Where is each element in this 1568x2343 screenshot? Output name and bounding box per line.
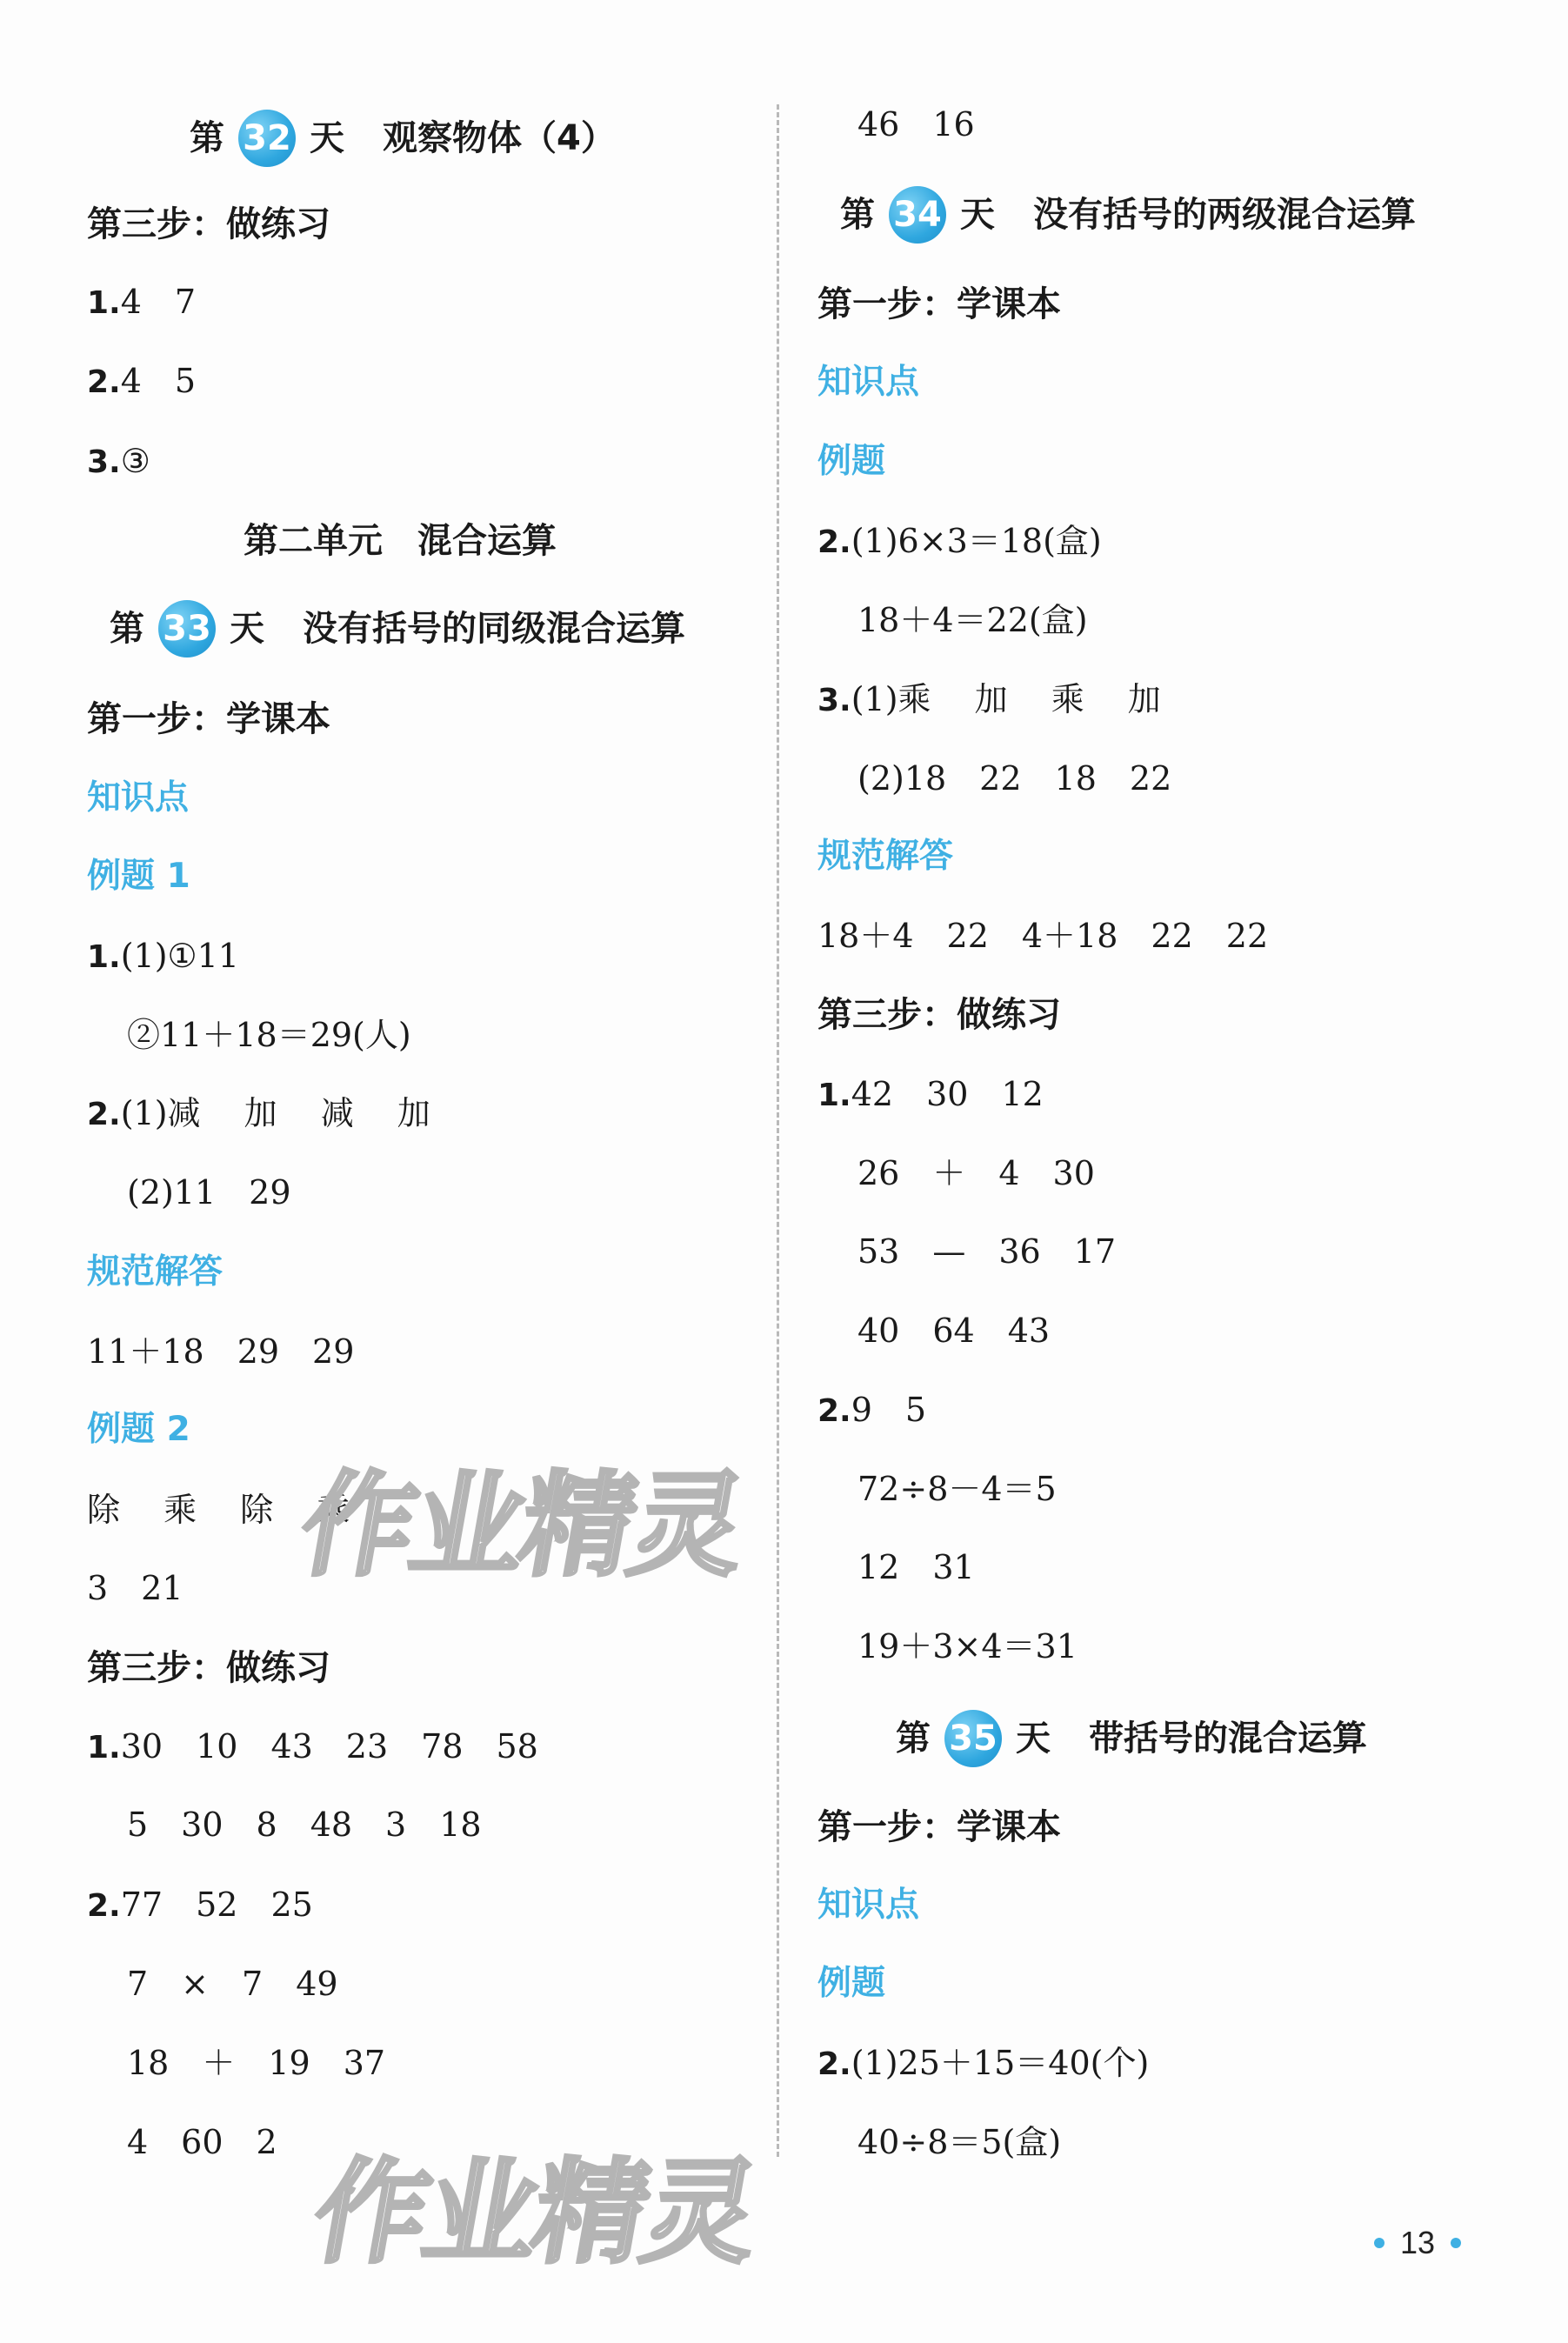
day-number-badge: 35 [944, 1710, 1002, 1767]
answer-line [817, 678, 1161, 723]
day-prefix: 第 [840, 195, 875, 235]
step-heading: 第三步：做练习 [87, 1648, 330, 1688]
day-number-badge: 34 [889, 186, 946, 244]
section-label: 规范解答 [817, 837, 954, 876]
question-number: 2. [817, 1393, 851, 1429]
answer-line [817, 519, 1102, 564]
section-label: 规范解答 [87, 1252, 224, 1292]
day-suffix: 天 [1016, 1719, 1051, 1759]
answer-line [817, 2041, 1149, 2086]
answer-text: (1)6×3＝18(盒) [851, 522, 1102, 560]
answer-line [87, 280, 196, 325]
answer-line: 3 21 [87, 1569, 183, 1607]
day-35-title [896, 1710, 1367, 1767]
answer-text: 77 52 25 [120, 1886, 313, 1924]
question-number: 2. [87, 1888, 121, 1924]
section-label: 例题 [817, 442, 886, 481]
answer-line: 72÷8－4＝5 [857, 1470, 1057, 1508]
answer-text: 9 5 [851, 1391, 927, 1429]
answer-line [87, 1725, 538, 1770]
day-topic: 没有括号的两级混合运算 [1033, 195, 1416, 235]
section-label: 例题 1 [87, 857, 190, 896]
answer-line [817, 1388, 926, 1433]
day-suffix: 天 [310, 118, 344, 158]
dot-icon [1451, 2238, 1461, 2248]
page-number: 13 [1400, 2225, 1436, 2260]
answer-line: (2)18 22 18 22 [857, 759, 1172, 798]
answer-line: 46 16 [857, 105, 975, 144]
question-number: 1. [87, 1730, 121, 1766]
answer-line: 18＋4 22 4＋18 22 22 [817, 917, 1269, 955]
column-divider [777, 104, 779, 2157]
answer-text: (1)乘 加 乘 加 [851, 680, 1161, 718]
answer-text: (1)①11 [120, 937, 239, 975]
section-label: 知识点 [817, 1886, 920, 1925]
answer-line [87, 359, 196, 404]
day-prefix: 第 [896, 1719, 931, 1759]
answer-line: ②11＋18＝29(人) [127, 1016, 411, 1054]
day-34-title [840, 186, 1416, 244]
answer-line: 7 × 7 49 [127, 1965, 338, 2003]
step-heading: 第三步：做练习 [817, 995, 1061, 1035]
page-footer [1374, 2225, 1461, 2261]
answer-line: 5 30 8 48 3 18 [127, 1806, 482, 1844]
answer-line: 除 乘 除 乘 [87, 1491, 350, 1529]
question-number: 2. [817, 2046, 851, 2082]
answer-line [87, 439, 150, 484]
answer-line: 4 60 2 [127, 2123, 277, 2161]
answer-line [817, 1072, 1044, 1118]
day-number-badge: 33 [158, 600, 216, 658]
answer-text: (1)减 加 减 加 [120, 1094, 430, 1132]
answer-text: 4 5 [120, 362, 197, 400]
answer-text: 30 10 43 23 78 58 [120, 1727, 538, 1766]
section-label: 知识点 [817, 363, 920, 402]
answer-line: 18 ＋ 19 37 [127, 2044, 386, 2082]
answer-line: (2)11 29 [127, 1173, 291, 1212]
question-number: 3. [87, 444, 121, 480]
section-label: 知识点 [87, 778, 190, 818]
day-number-badge: 32 [238, 110, 296, 167]
answer-line [87, 934, 239, 979]
answer-text: (1)25＋15＝40(个) [851, 2044, 1150, 2082]
answer-text: ③ [120, 442, 150, 480]
step-heading: 第一步：学课本 [87, 699, 330, 739]
section-label: 例题 2 [87, 1410, 190, 1449]
answer-line: 19＋3×4＝31 [857, 1627, 1078, 1665]
unit-title: 第二单元 混合运算 [244, 521, 557, 561]
answer-line: 40÷8＝5(盒) [857, 2123, 1062, 2161]
answer-line: 26 ＋ 4 30 [857, 1154, 1095, 1192]
day-topic: 带括号的混合运算 [1089, 1719, 1367, 1759]
answer-line [87, 1091, 430, 1137]
question-number: 2. [87, 1097, 121, 1132]
answer-line [87, 1883, 313, 1928]
question-number: 1. [87, 285, 121, 321]
answer-line: 40 64 43 [857, 1312, 1051, 1350]
day-suffix: 天 [960, 195, 995, 235]
answer-line: 53 — 36 17 [857, 1232, 1117, 1271]
day-prefix: 第 [110, 609, 144, 649]
step-heading: 第三步：做练习 [87, 204, 330, 244]
section-label: 例题 [817, 1964, 886, 2003]
day-prefix: 第 [190, 118, 224, 158]
day-33-title [110, 600, 685, 658]
day-topic: 没有括号的同级混合运算 [303, 609, 685, 649]
question-number: 1. [87, 939, 121, 975]
step-heading: 第一步：学课本 [817, 284, 1061, 324]
watermark: 作业精灵 [304, 2146, 766, 2279]
question-number: 1. [817, 1078, 851, 1113]
watermark: 作业精灵 [290, 1459, 753, 1592]
step-heading: 第一步：学课本 [817, 1807, 1061, 1847]
question-number: 2. [87, 364, 121, 400]
answer-line: 11＋18 29 29 [87, 1332, 355, 1371]
day-suffix: 天 [230, 609, 264, 649]
answer-line: 12 31 [857, 1548, 975, 1586]
answer-text: 4 7 [120, 283, 197, 321]
answer-line: 18＋4＝22(盒) [857, 601, 1088, 639]
question-number: 2. [817, 524, 851, 560]
question-number: 3. [817, 683, 851, 718]
day-topic: 观察物体（4） [383, 118, 616, 158]
day-32-title [190, 110, 616, 167]
dot-icon [1374, 2238, 1385, 2248]
answer-text: 42 30 12 [851, 1075, 1044, 1113]
